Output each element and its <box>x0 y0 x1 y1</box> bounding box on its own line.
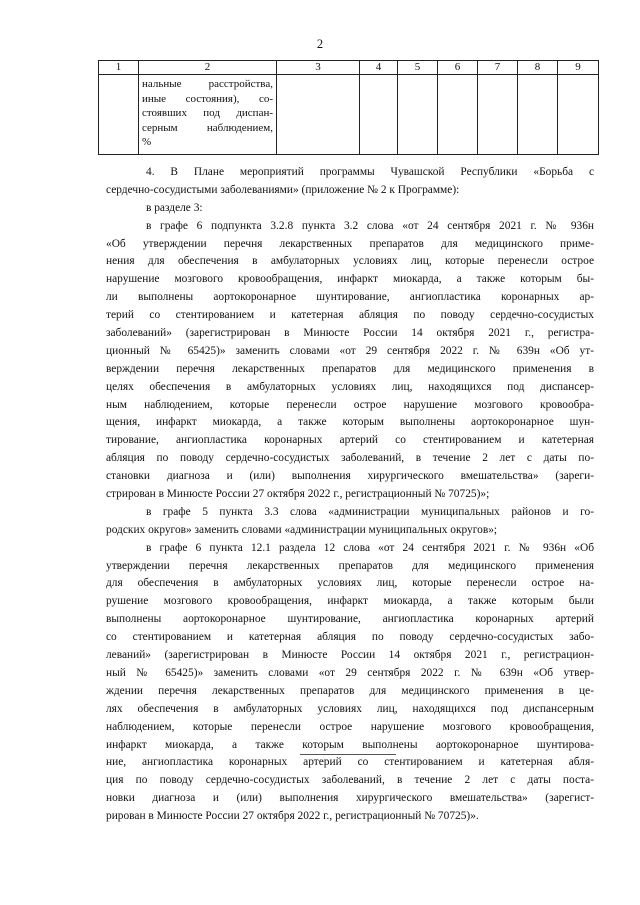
table-header-cell: 3 <box>277 61 360 75</box>
continuation-table <box>98 60 599 155</box>
table-header-cell: 8 <box>518 61 558 75</box>
text-line: новки диагноза и (или) выполнения хирургического вмешательства» (зарегист- <box>106 792 594 805</box>
text-line: ный № 65425)» заменить словами «от 29 сентября 2022 г. № 639н «Об утвер- <box>106 666 594 679</box>
text-line: целях обеспечения в амбулаторных условиях лиц, находящихся под диспансер- <box>106 380 594 393</box>
text-line: сердечно-сосудистыми заболеваниями» (приложение № 2 к Программе): <box>106 183 460 196</box>
table-header-cell: 4 <box>360 61 398 75</box>
text-line: тирование, ангиопластика коронарных артерий со стентированием и катетерная <box>106 434 594 447</box>
text-line: становки диагноза и (или) выполнения хирургического вмешательства» (зареги- <box>106 470 594 483</box>
table-header-cell: 7 <box>478 61 518 75</box>
table-header-cell: 9 <box>558 61 599 75</box>
table-cell <box>518 75 558 155</box>
text-line: инфаркт миокарда, а также которым выполнены аортокоронарное шунтирова- <box>106 738 594 751</box>
text-line: в графе 6 пункта 12.1 раздела 12 слова «от 24 сентября 2021 г. № 936н «Об <box>146 541 594 554</box>
text-line: со стентированием и катетерная абляция по поводу сердечно-сосудистых забо- <box>106 631 594 644</box>
text-line: в графе 5 пункта 3.3 слова «администрации муниципальных районов и го- <box>146 505 594 518</box>
document-body <box>106 164 594 826</box>
text-line: ждении перечня лекарственных препаратов для медицинского применения в це- <box>106 684 594 697</box>
text-line: «Об утверждении перечня лекарственных препаратов для медицинского приме- <box>106 237 594 250</box>
text-line: для обеспечения в амбулаторных условиях лиц, которые перенесли острое на- <box>106 577 594 590</box>
table-header-row <box>99 61 599 75</box>
table-cell <box>99 75 139 155</box>
footer-divider <box>300 754 396 755</box>
table-header-cell: 6 <box>438 61 478 75</box>
text-line: ние, ангиопластика коронарных артерий со стентированием и катетерная абля- <box>106 756 594 769</box>
text-line: щения, инфаркт миокарда, а также которым выполнены аортокоронарное шун- <box>106 416 594 429</box>
table-cell <box>360 75 398 155</box>
table-cell <box>277 75 360 155</box>
text-line: ным наблюдением, которые перенесли острое нарушение мозгового кровообра- <box>106 398 594 411</box>
cell-text-line: серным наблюдением, <box>142 121 273 134</box>
cell-text-line: % <box>142 136 152 149</box>
text-line: нения для обеспечения в амбулаторных условиях лиц, которые перенесли острое <box>106 255 594 268</box>
text-line: леваний» (зарегистрирован в Минюсте России 14 октября 2021 г., регистрацион- <box>106 649 594 662</box>
text-line: родских округов» заменить словами «администрации муниципальных округов»; <box>106 523 498 536</box>
text-line: выполнены аортокоронарное шунтирование, ангиопластика коронарных артерий <box>106 613 594 626</box>
text-line: стрирован в Минюсте России 27 октября 2022 г., регистрационный № 70725)»; <box>106 488 490 501</box>
text-line: нарушение мозгового кровообращения, инфаркт миокарда, а также которым бы- <box>106 273 594 286</box>
table-cell <box>438 75 478 155</box>
text-line: рирован в Минюсте России 27 октября 2022 г., регистрационный № 70725)». <box>106 810 479 823</box>
text-line: 4. В Плане мероприятий программы Чувашской Республики «Борьба с <box>146 166 594 178</box>
text-line: в разделе 3: <box>146 201 203 214</box>
cell-text-line: нальные расстройства, <box>142 78 273 90</box>
table-cell <box>558 75 599 155</box>
text-line: абляция по поводу сердечно-сосудистых заболеваний, в течение 2 лет с даты по- <box>106 452 594 465</box>
table-header-cell: 2 <box>139 61 277 75</box>
cell-text-line: стоявших под диспан- <box>142 107 273 120</box>
text-line: рушение мозгового кровообращения, инфаркт миокарда, а также которым были <box>106 595 594 608</box>
table-row <box>99 75 599 155</box>
indicator-cell <box>139 75 277 155</box>
text-line: ли выполнены аортокоронарное шунтирование, ангиопластика коронарных ар- <box>106 291 594 304</box>
text-line: терий со стентированием и катетерная абляция по поводу сердечно-сосудистых <box>106 309 594 322</box>
text-line: ция по поводу сердечно-сосудистых заболеваний, в течение 2 лет с даты поста- <box>106 774 594 787</box>
text-line: в графе 6 подпункта 3.2.8 пункта 3.2 слова «от 24 сентября 2021 г. № 936н <box>146 219 594 232</box>
table-cell <box>398 75 438 155</box>
text-line: наблюдением, которые перенесли острое нарушение мозгового кровообращения, <box>106 720 594 733</box>
table-header-cell: 5 <box>398 61 438 75</box>
cell-text-line: иные состояния), со- <box>142 92 273 105</box>
text-line: верждении перечня лекарственных препаратов для медицинского применения в <box>106 362 594 375</box>
text-line: утверждении перечня лекарственных препаратов для медицинского применения <box>106 559 594 572</box>
text-line: заболеваний» (зарегистрирован в Минюсте России 14 октября 2021 г., регистра- <box>106 327 594 340</box>
text-line: ционный № 65425)» заменить словами «от 29 сентября 2022 г. № 639н «Об ут- <box>106 344 594 357</box>
page-number: 2 <box>316 37 324 51</box>
table-header-cell: 1 <box>99 61 139 75</box>
table-cell <box>478 75 518 155</box>
text-line: лях обеспечения в амбулаторных условиях лиц, находящихся под диспансерным <box>106 702 594 715</box>
